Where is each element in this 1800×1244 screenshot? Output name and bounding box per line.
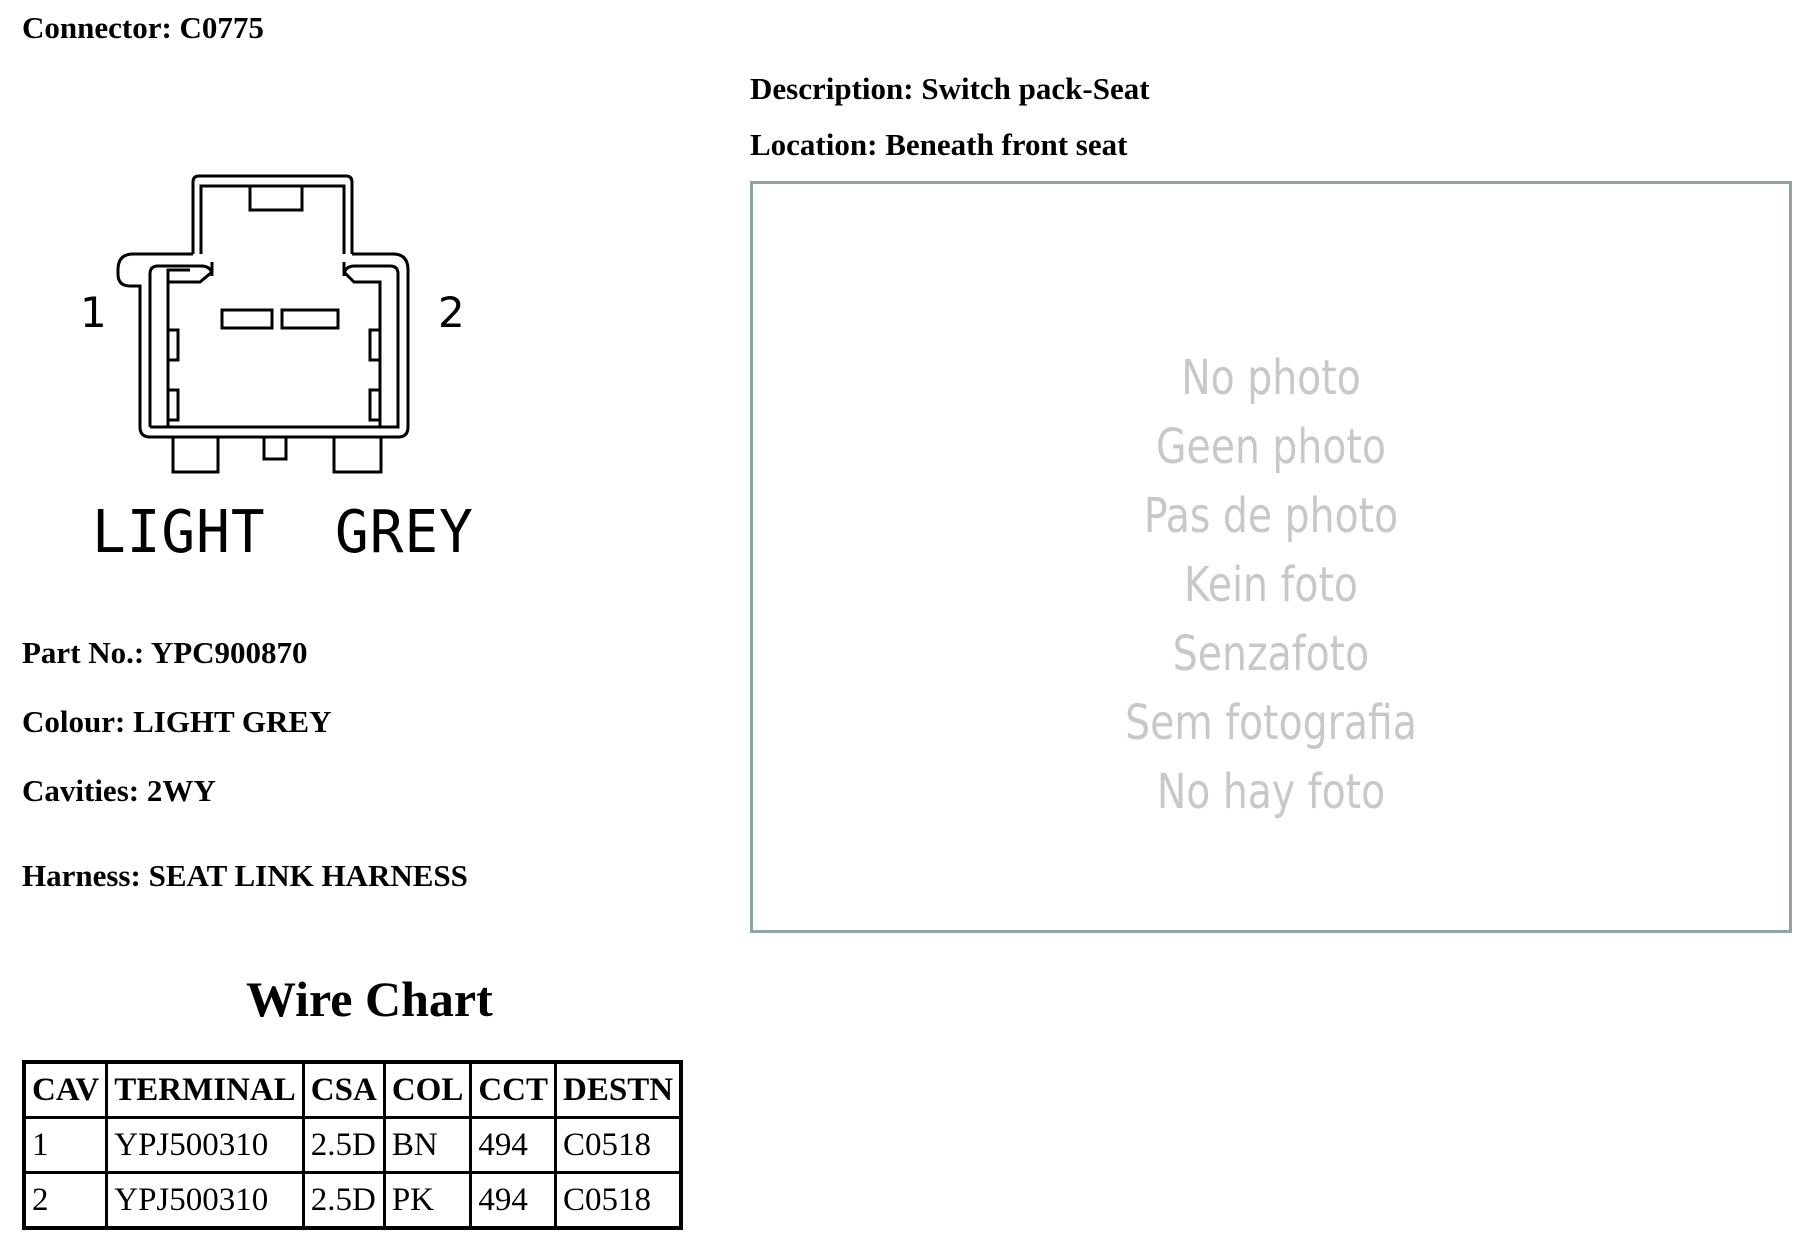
cell-cct: 494 [471,1118,556,1173]
col-header-col: COL [384,1062,471,1118]
cell-terminal: YPJ500310 [107,1173,304,1229]
latch-tab [250,186,302,210]
description-label-key: Description: [750,71,914,106]
cavities-label [22,773,216,809]
pin-2-label: 2 [438,288,465,337]
wire-chart-table [22,1060,683,1230]
cavities-value: 2WY [146,773,216,808]
cell-cav: 1 [24,1118,107,1173]
location-label-key: Location: [750,127,878,162]
latch-outline [193,176,352,254]
description-value: Switch pack-Seat [921,71,1150,106]
no-photo-line: Sem fotografia [1125,695,1417,751]
table-header-row [24,1062,681,1118]
table-row [24,1173,681,1229]
foot-center [264,437,286,459]
harness-key: Harness: [22,858,141,893]
terminal-slot-1 [222,310,272,328]
pin-1-label: 1 [80,288,107,337]
col-header-terminal: TERMINAL [107,1062,304,1118]
foot-right [334,437,381,472]
harness-label [22,858,468,894]
part-no-value: YPC900870 [150,635,308,670]
harness-value: SEAT LINK HARNESS [148,858,468,893]
connector-face-diagram [68,162,508,482]
no-photo-line: Pas de photo [1143,488,1399,544]
foot-left [173,437,218,472]
col-header-destn: DESTN [556,1062,682,1118]
location-label [750,127,1127,163]
no-photo-line: No hay foto [1156,764,1386,820]
cell-cct: 494 [471,1173,556,1229]
connector-label-key: Connector: [22,10,172,45]
terminal-slot-2 [282,310,338,328]
cell-destn: C0518 [556,1118,682,1173]
cell-cav: 2 [24,1173,107,1229]
table-row [24,1118,681,1173]
no-photo-text-list [846,344,1696,827]
part-no-label [22,635,308,671]
col-header-cav: CAV [24,1062,107,1118]
colour-key: Colour: [22,704,126,739]
cavities-key: Cavities: [22,773,140,808]
connector-id: C0775 [179,10,264,45]
photo-placeholder-frame [750,181,1792,933]
cell-csa: 2.5D [303,1173,384,1229]
description-label [750,71,1150,107]
cell-destn: C0518 [556,1173,682,1229]
cell-csa: 2.5D [303,1118,384,1173]
connector-label [22,10,264,46]
col-header-csa: CSA [303,1062,384,1118]
col-header-cct: CCT [471,1062,556,1118]
cell-col: BN [384,1118,471,1173]
no-photo-line: Kein foto [1184,557,1358,613]
colour-value: LIGHT GREY [133,704,332,739]
no-photo-line: No photo [1181,350,1361,406]
colour-label [22,704,331,740]
part-no-key: Part No.: [22,635,145,670]
drawing-color-text: LIGHT GREY [92,498,474,567]
cell-col: PK [384,1173,471,1229]
cell-terminal: YPJ500310 [107,1118,304,1173]
wire-chart-title: Wire Chart [246,971,493,1027]
no-photo-line: Senzafoto [1172,626,1370,682]
location-value: Beneath front seat [885,127,1128,162]
no-photo-line: Geen photo [1156,419,1386,475]
